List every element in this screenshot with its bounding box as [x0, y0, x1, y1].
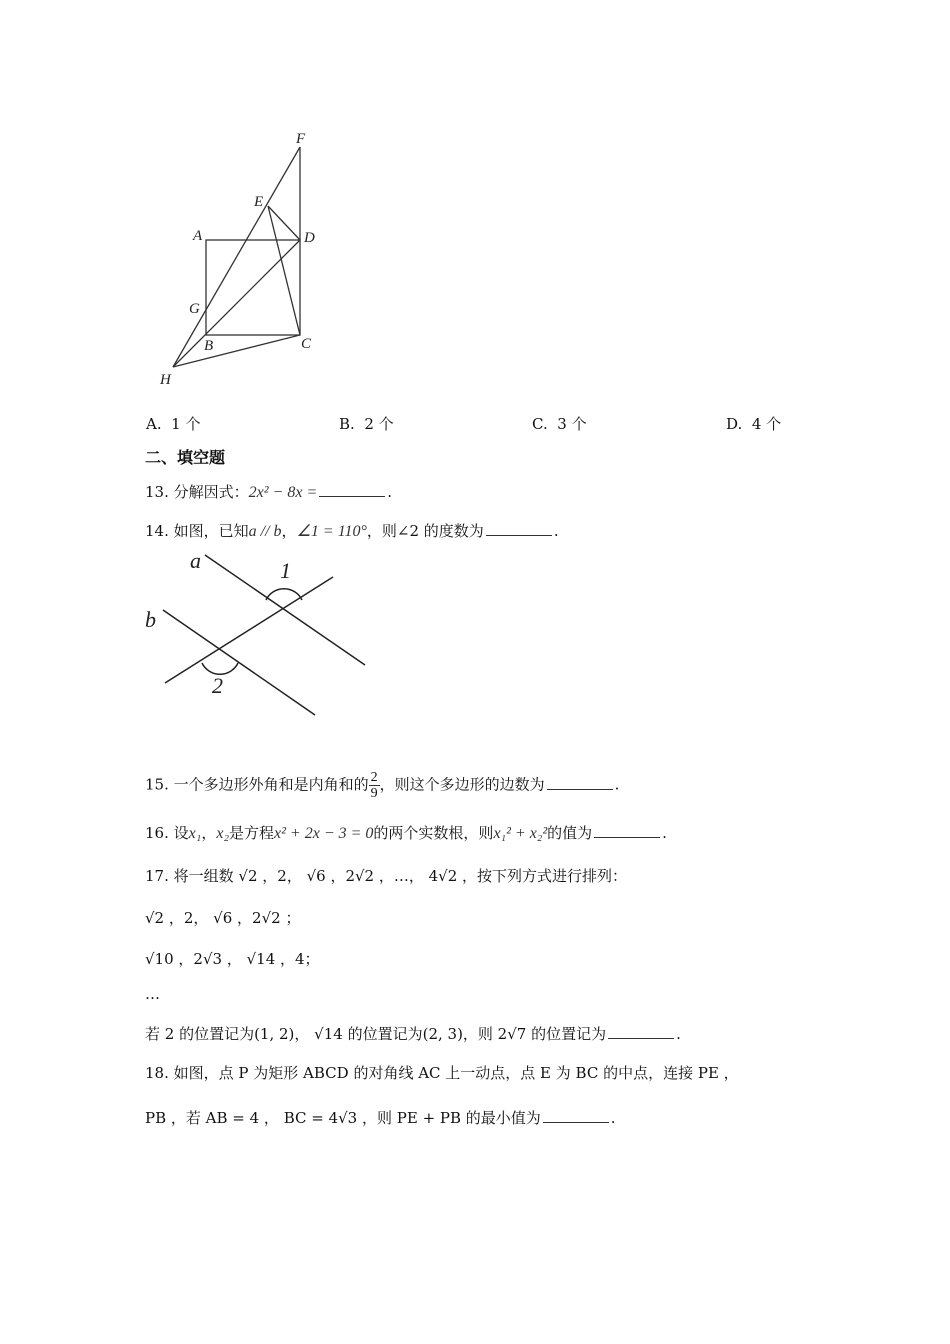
label-c: C [301, 336, 312, 352]
section-heading: 二、填空题 [145, 448, 226, 467]
q17-question: 若 2 的位置记为(1, 2)， √14 的位置记为(2, 3)，则 2√7 的位置记为 . [145, 1025, 681, 1043]
label-angle-1: 1 [280, 558, 291, 583]
q18-line-2: PB ，若 AB = 4 ， BC = 4√3 ，则 PE + PB 的最小值为 . [145, 1109, 616, 1127]
geometry-figure-square [0, 0, 400, 400]
label-h: H [160, 372, 171, 388]
label-g: G [189, 301, 200, 317]
label-a: A [193, 228, 203, 244]
q17-row-1: √2 ，2， √6 ，2√2 ； [145, 909, 301, 927]
question-14: 14. 如图，已知a // b，∠1 = 110°，则∠2 的度数为 . [145, 522, 559, 540]
label-angle-2: 2 [212, 673, 223, 698]
label-line-a: a [190, 548, 201, 573]
label-f: F [296, 131, 306, 147]
parallel-lines-figure [0, 540, 400, 730]
question-15: 15. 一个多边形外角和是内角和的 $\frac{2}{9}$ ，则这个多边形的边数为 . [145, 770, 620, 801]
option-c: C. 3 个 [532, 415, 587, 433]
option-a: A. 1 个 [146, 415, 201, 433]
q17-ellipsis: … [145, 985, 160, 1003]
label-e: E [254, 194, 264, 210]
option-b: B. 2 个 [339, 415, 394, 433]
question-17: 17. 将一组数 √2 ，2， √6 ，2√2 ，…， 4√2 ，按下列方式进行排列： [145, 867, 628, 885]
question-13: 13. 分解因式：2x² − 8x = . [145, 483, 393, 501]
fraction: $\frac{2}{9}$ [370, 770, 378, 801]
label-d: D [304, 230, 315, 246]
q17-row-2: √10 ，2√3 ， √14 ，4； [145, 950, 320, 968]
label-line-b: b [145, 607, 156, 632]
option-d: D. 4 个 [726, 415, 782, 433]
label-b: B [204, 338, 214, 354]
question-16: 16. 设x₁，x₂是方程x² + 2x − 3 = 0的两个实数根，则x₁² + x₂²的值为 . [145, 824, 667, 842]
question-18: 18. 如图，点 P 为矩形 ABCD 的对角线 AC 上一动点，点 E 为 BC 的中点，连接 PE ， [145, 1064, 739, 1082]
